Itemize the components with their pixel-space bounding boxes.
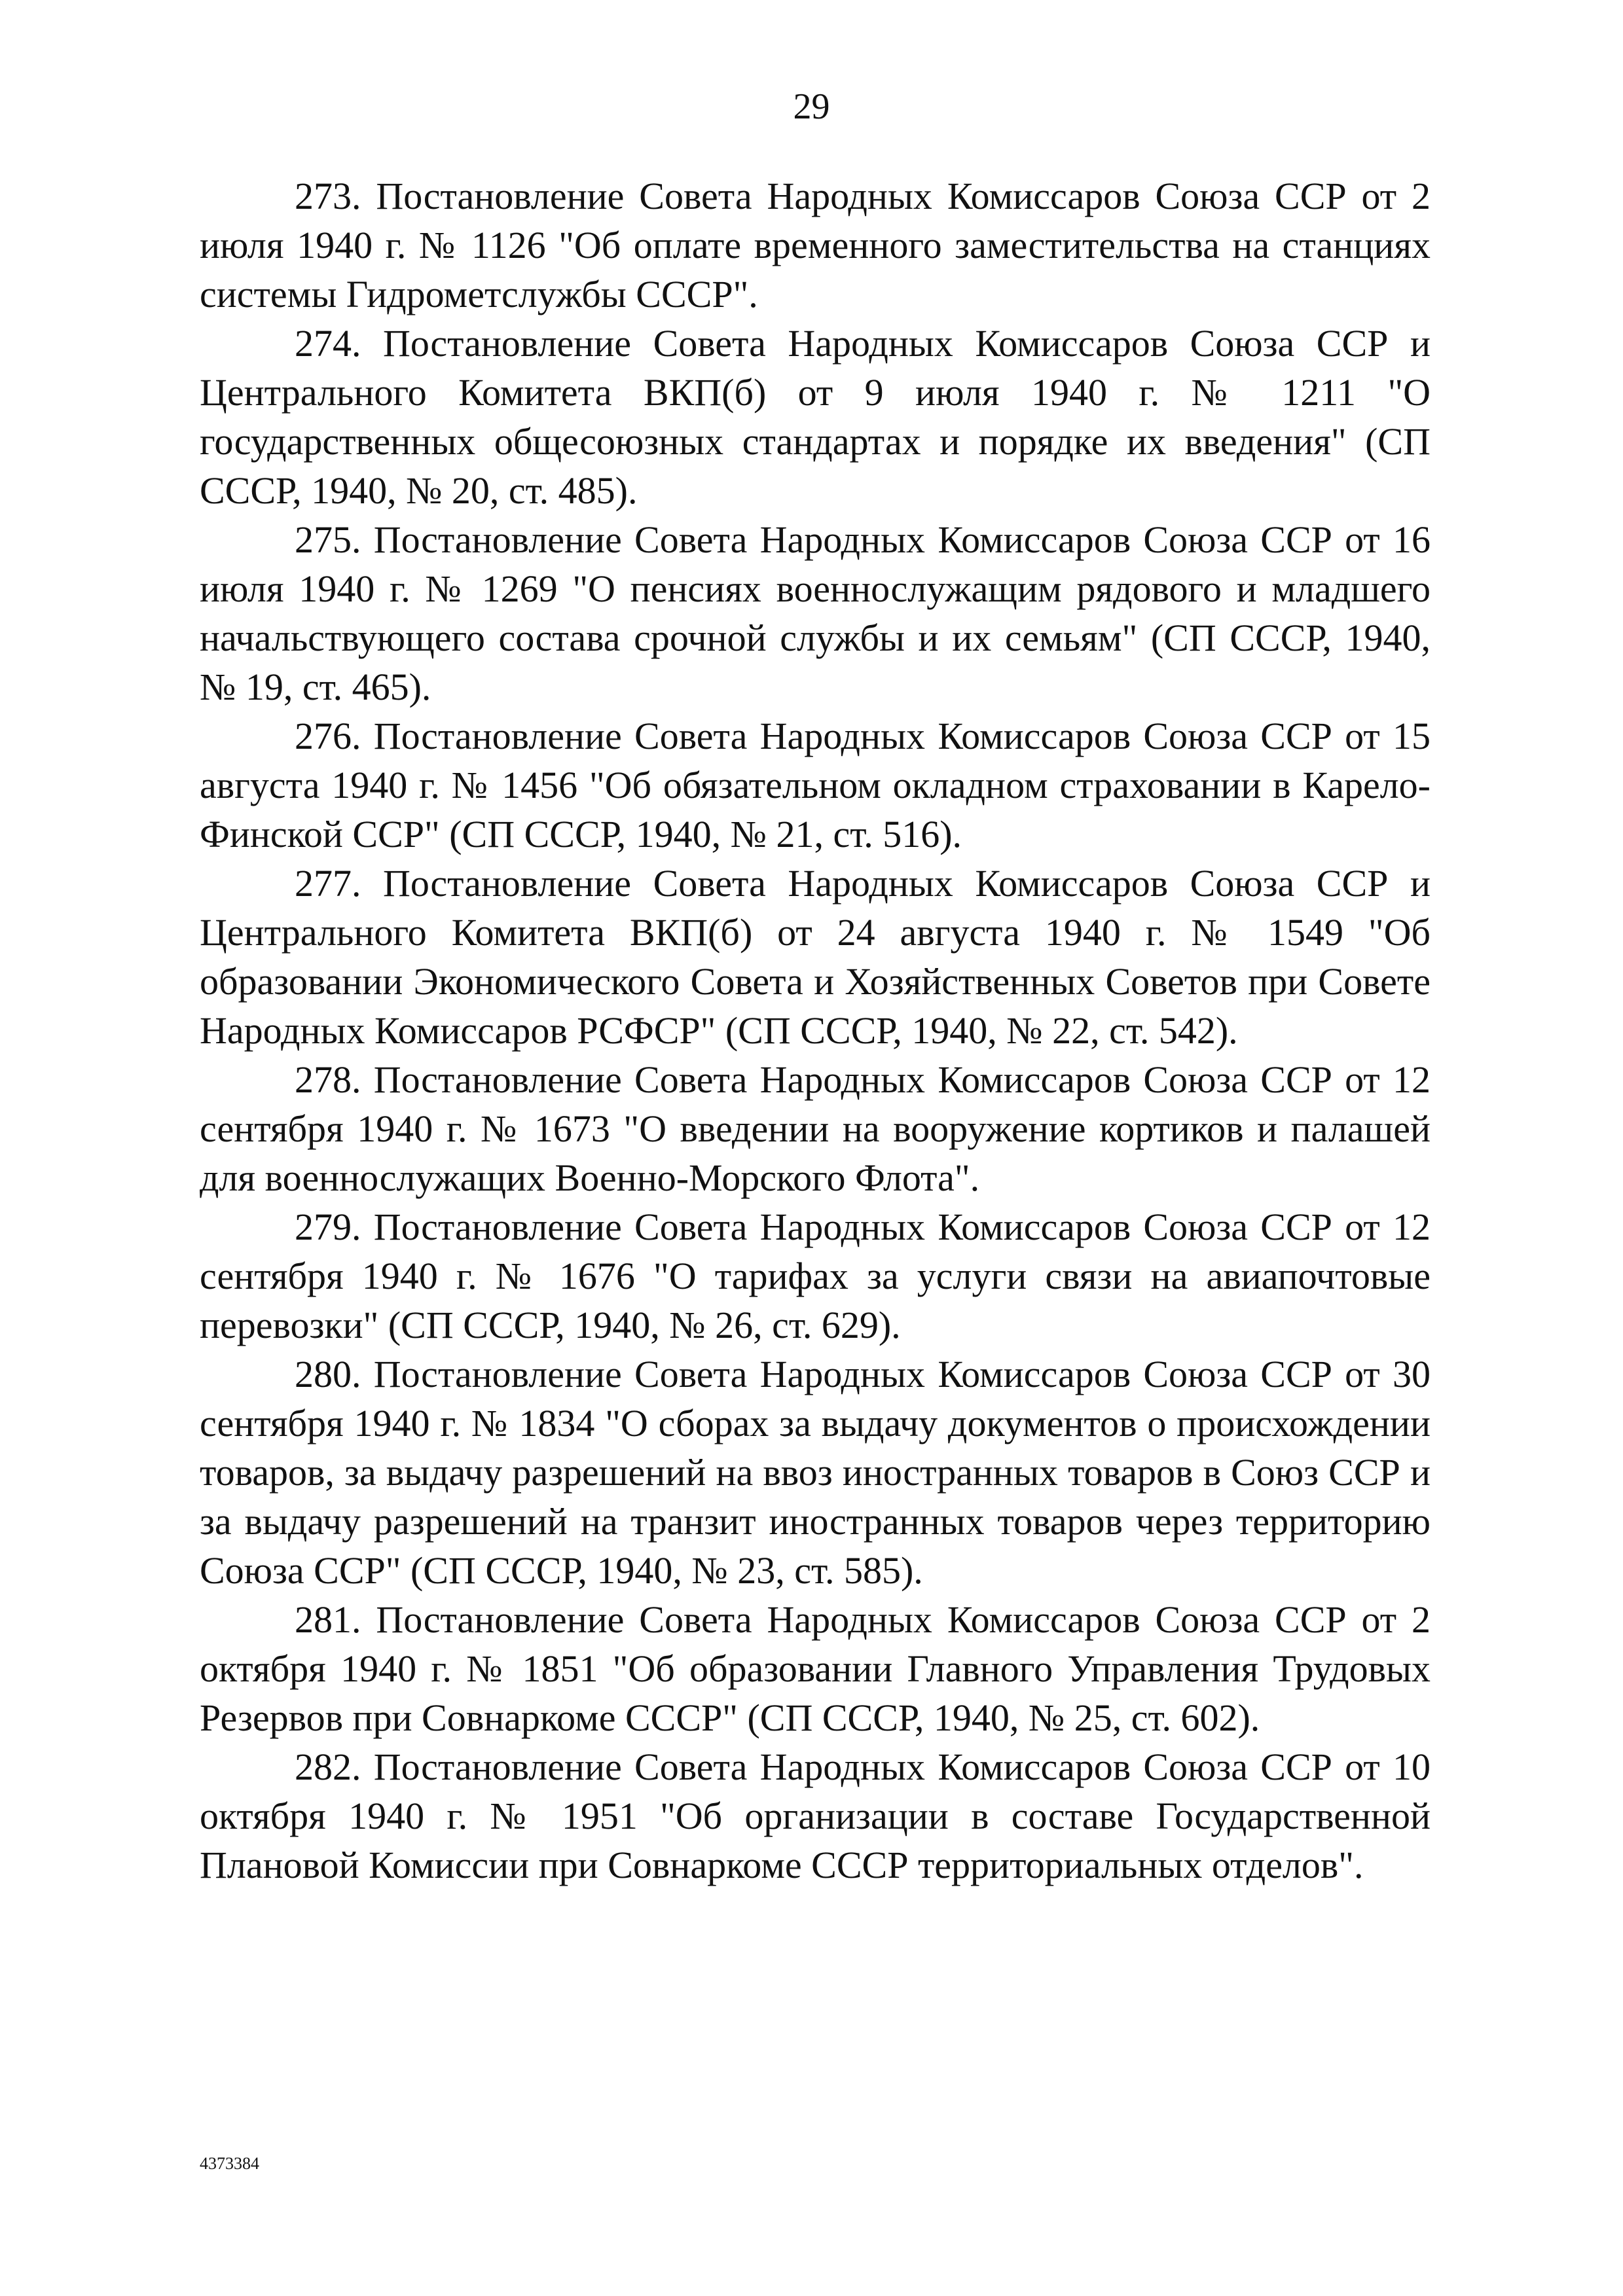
list-item-273: 273. Постановление Совета Народных Комиссаров Союза ССР от 2 июля 1940 г. № 1126 "Об оплате временного заместительства на станциях системы Гидрометслужбы СССР". (200, 175, 1431, 315)
list-item-282: 282. Постановление Совета Народных Комиссаров Союза ССР от 10 октября 1940 г. № 1951 "Об организации в составе Государственной Плановой Комиссии при Совнаркоме СССР территориальных отделов". (200, 1746, 1431, 1886)
list-item-274: 274. Постановление Совета Народных Комиссаров Союза ССР и Центрального Комитета ВКП(б) от 9 июля 1940 г. № 1211 "О государственных общесоюзных стандартах и порядке их введения" (СП СССР, 1940, № 20, ст. 485). (200, 322, 1431, 512)
list-item-278: 278. Постановление Совета Народных Комиссаров Союза ССР от 12 сентября 1940 г. № 1673 "О введении на вооружение кортиков и палашей для военнослужащих Военно-Морского Флота". (200, 1058, 1431, 1199)
list-item-276: 276. Постановление Совета Народных Комиссаров Союза ССР от 15 августа 1940 г. № 1456 "Об обязательном окладном страховании в Карело-Финской ССР" (СП СССР, 1940, № 21, ст. 516). (200, 715, 1431, 855)
list-item-275: 275. Постановление Совета Народных Комиссаров Союза ССР от 16 июля 1940 г. № 1269 "О пенсиях военнослужащим рядового и младшего начальствующего состава срочной службы и их семьям" (СП СССР, 1940, № 19, ст. 465). (200, 518, 1431, 708)
list-item-281: 281. Постановление Совета Народных Комиссаров Союза ССР от 2 октября 1940 г. № 1851 "Об образовании Главного Управления Трудовых Резервов при Совнаркоме СССР" (СП СССР, 1940, № 25, ст. 602). (200, 1598, 1431, 1739)
document-code: 4373384 (200, 2154, 259, 2173)
list-item-279: 279. Постановление Совета Народных Комиссаров Союза ССР от 12 сентября 1940 г. № 1676 "О тарифах за услуги связи на авиапочтовые перевозки" (СП СССР, 1940, № 26, ст. 629). (200, 1206, 1431, 1346)
document-body (200, 171, 1431, 1890)
list-item-277: 277. Постановление Совета Народных Комиссаров Союза ССР и Центрального Комитета ВКП(б) от 24 августа 1940 г. № 1549 "Об образовании Экономического Совета и Хозяйственных Советов при Совете Народных Комиссаров РСФСР" (СП СССР, 1940, № 22, ст. 542). (200, 862, 1431, 1052)
list-item-280: 280. Постановление Совета Народных Комиссаров Союза ССР от 30 сентября 1940 г. № 1834 "О сборах за выдачу документов о происхождении товаров, за выдачу разрешений на ввоз иностранных товаров в Союз ССР и за выдачу разрешений на транзит иностранных товаров через территорию Союза ССР" (СП СССР, 1940, № 23, ст. 585). (200, 1353, 1431, 1592)
page-number: 29 (793, 86, 830, 127)
